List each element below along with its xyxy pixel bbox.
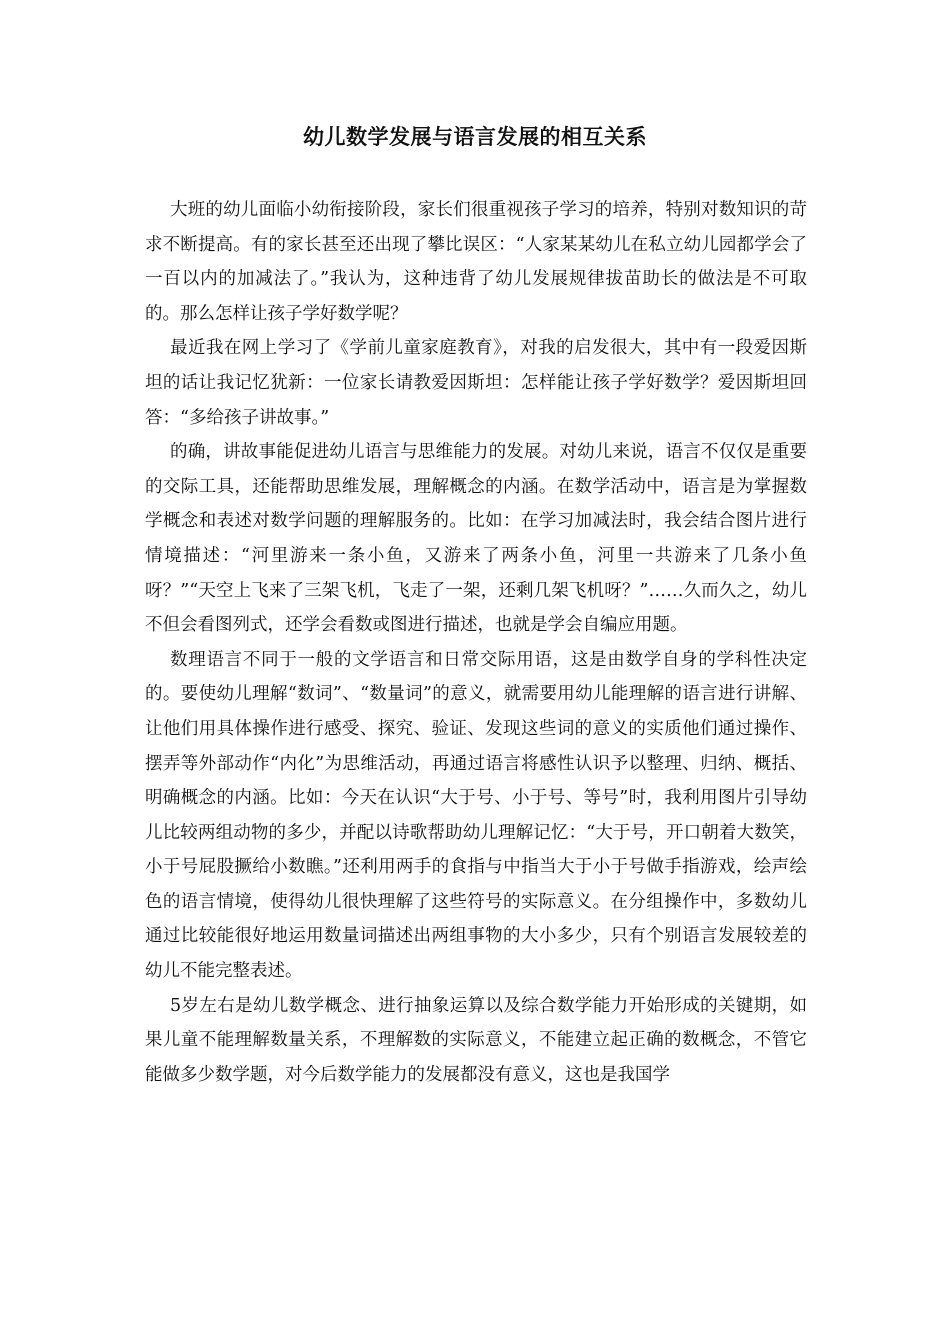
document-body [145, 193, 807, 1092]
paragraph-4: 数理语言不同于一般的文学语言和日常交际用语，这是由数学自身的学科性决定的。要使幼儿理解“数词”、“数量词”的意义，就需要用幼儿能理解的语言进行讲解、让他们用具体操作进行感受、探究、验证、发现这些词的意义的实质他们通过操作、摆弄等外部动作“内化”为思维活动，再通过语言将感性认识予以整理、归纳、概括、明确概念的内涵。比如：今天在认识“大于号、小于号、等号”时，我利用图片引导幼儿比较两组动物的多少，并配以诗歌帮助幼儿理解记忆：“大于号，开口朝着大数笑，小于号屁股撅给小数瞧。”还利用两手的食指与中指当大于小于号做手指游戏，绘声绘色的语言情境，使得幼儿很快理解了这些符号的实际意义。在分组操作中，多数幼儿通过比较能很好地运用数量词描述出两组事物的大小多少，只有个别语言发展较差的幼儿不能完整表述。 [145, 649, 807, 982]
document-title: 幼儿数学发展与语言发展的相互关系 [303, 124, 647, 149]
paragraph-3: 的确，讲故事能促进幼儿语言与思维能力的发展。对幼儿来说，语言不仅仅是重要的交际工具，还能帮助思维发展，理解概念的内涵。在数学活动中，语言是为掌握数学概念和表述对数学问题的理解服务的。比如：在学习加减法时，我会结合图片进行情境描述：“河里游来一条小鱼，又游来了两条小鱼，河里一共游来了几条小鱼呀？”“天空上飞来了三架飞机，飞走了一架，还剩几架飞机呀？”……久而久之，幼儿不但会看图列式，还学会看数或图进行描述，也就是学会自编应用题。 [145, 442, 807, 636]
paragraph-2: 最近我在网上学习了《学前儿童家庭教育》，对我的启发很大，其中有一段爱因斯坦的话让我记忆犹新：一位家长请教爱因斯坦：怎样能让孩子学好数学？爱因斯坦回答：“多给孩子讲故事。” [145, 338, 807, 428]
paragraph-5: 5岁左右是幼儿数学概念、进行抽象运算以及综合数学能力开始形成的关键期，如果儿童不能理解数量关系，不理解数的实际意义，不能建立起正确的数概念，不管它能做多少数学题，对今后数学能力的发展都没有意义，这也是我国学 [145, 995, 807, 1085]
paragraph-1: 大班的幼儿面临小幼衔接阶段，家长们很重视孩子学习的培养，特别对数知识的苛求不断提高。有的家长甚至还出现了攀比误区：“人家某某幼儿在私立幼儿园都学会了一百以内的加减法了。”我认为，这种违背了幼儿发展规律拔苗助长的做法是不可取的。那么怎样让孩子学好数学呢？ [145, 200, 807, 324]
